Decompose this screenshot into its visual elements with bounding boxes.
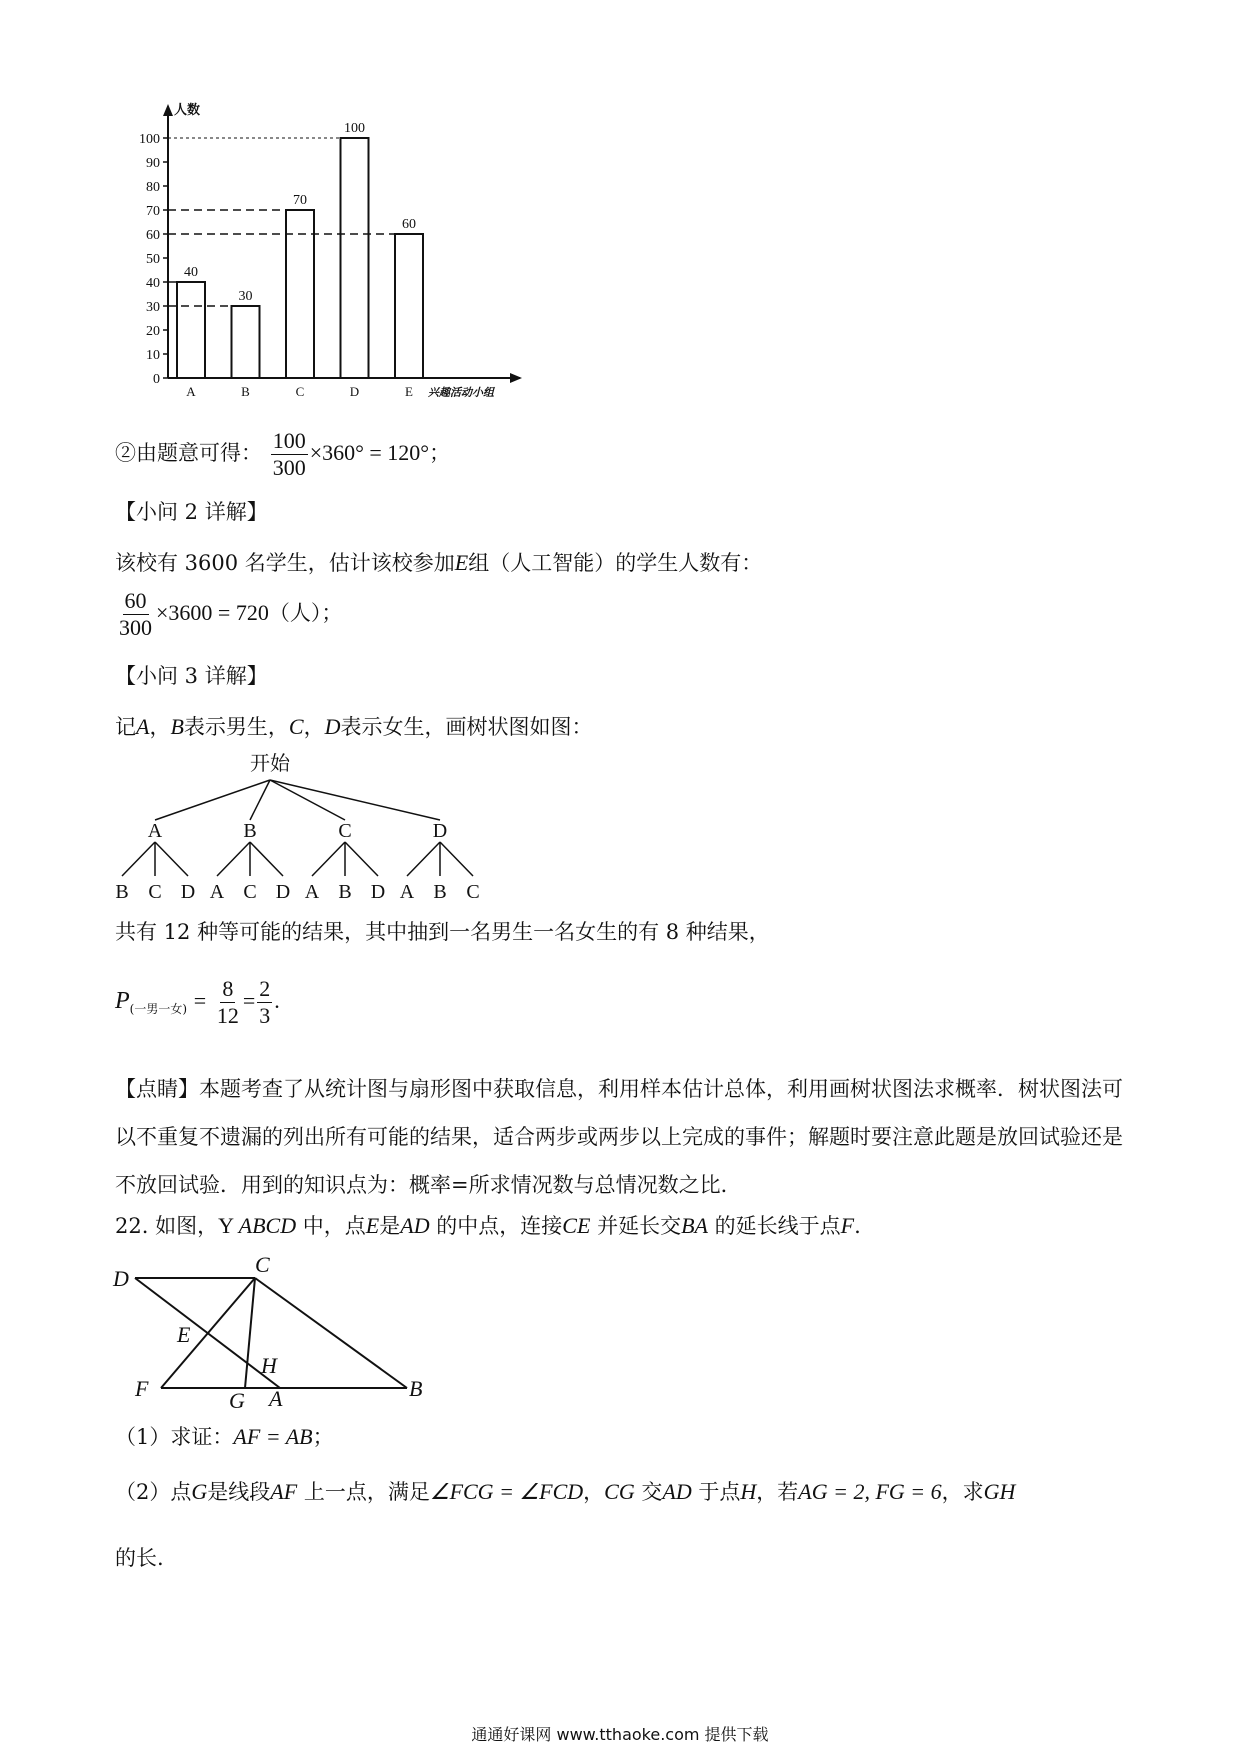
q3-text-a: 记	[115, 715, 136, 739]
q22-text-b: 是	[379, 1214, 401, 1238]
q3-text-e: 表示女生，画树状图如图：	[340, 715, 593, 739]
tree-node-level2: B	[433, 881, 447, 903]
tree-branch	[217, 842, 250, 876]
data-label: 70	[293, 193, 307, 208]
tree-node-level2: C	[243, 881, 257, 903]
q2-text	[115, 549, 762, 577]
y-tick-label: 30	[146, 300, 160, 315]
part2-h2: ，求	[941, 1480, 984, 1504]
point-label-b: B	[409, 1376, 423, 1401]
prob-eq1: =	[193, 988, 207, 1013]
step2-prefix: ②由题意可得：	[115, 441, 262, 465]
q22-part2	[115, 1478, 1015, 1506]
fraction-numerator: 100	[272, 428, 306, 453]
data-label: 30	[238, 289, 253, 304]
tree-branch	[270, 780, 440, 820]
q3-var-a: A	[136, 714, 150, 739]
bar-e	[395, 234, 423, 378]
y-tick-label: 40	[146, 276, 160, 291]
fraction-60-300	[117, 588, 154, 641]
segment-cb	[255, 1278, 407, 1388]
point-label-h: H	[261, 1353, 277, 1378]
q2-text-b: 组（人工智能）的学生人数有：	[468, 551, 763, 575]
segment-cf	[161, 1278, 255, 1388]
part2-g2: ，若	[756, 1480, 799, 1504]
tree-node-level1: A	[147, 820, 163, 842]
tree-branch	[345, 842, 378, 876]
y-tick-label: 60	[146, 228, 160, 243]
bar-d	[341, 138, 369, 378]
point-label-d: D	[113, 1266, 129, 1291]
bar-b	[232, 306, 260, 378]
q22-part1	[115, 1423, 334, 1451]
step2-suffix: ；	[429, 441, 451, 465]
part2-af: AF	[270, 1479, 298, 1504]
tree-branch	[122, 842, 155, 876]
point-label-f: F	[135, 1376, 149, 1401]
prob-p: P	[115, 988, 130, 1014]
y-tick-label: 10	[146, 348, 160, 363]
q22-f: F	[840, 1213, 855, 1238]
x-tick-label: C	[295, 384, 305, 399]
data-label: 100	[344, 121, 365, 136]
x-tick-label: D	[349, 384, 360, 399]
x-axis-title: 兴趣活动小组	[428, 387, 494, 399]
q3-var-d: D	[324, 714, 341, 739]
geometry-figure	[105, 1250, 445, 1410]
sol1-step2	[115, 428, 450, 481]
tree-node-level2: D	[275, 881, 291, 903]
tree-node-level2: A	[304, 881, 320, 903]
fraction-denominator: 300	[272, 455, 306, 480]
q2-formula-suffix: （人）；	[268, 601, 343, 625]
y-tick-label: 90	[146, 156, 160, 171]
fraction-2-3	[257, 976, 272, 1029]
point-label-c: C	[255, 1252, 270, 1277]
bar-a	[177, 282, 205, 378]
y-tick-label: 20	[146, 324, 160, 339]
x-axis-arrow	[510, 373, 522, 383]
q22-ce: CE	[562, 1213, 591, 1238]
x-tick-label: B	[241, 384, 250, 399]
fraction-denominator: 3	[259, 1003, 271, 1028]
q22-end: .	[854, 1214, 861, 1238]
q3-text	[115, 713, 592, 741]
y-tick-label: 80	[146, 180, 160, 195]
y-tick-label: 0	[153, 372, 160, 387]
tree-node-level2: A	[209, 881, 225, 903]
segment-cg	[245, 1278, 255, 1388]
tree-node-level2: D	[370, 881, 386, 903]
q22-ba: BA	[681, 1213, 708, 1238]
q2-formula	[115, 588, 342, 641]
q3-text-d: ，	[303, 715, 325, 739]
tree-node-level2: D	[180, 881, 196, 903]
fraction-8-12	[215, 976, 241, 1029]
tree-branch	[250, 842, 283, 876]
fraction-100-300	[271, 428, 308, 481]
part2-g: G	[191, 1479, 208, 1504]
bar-chart	[110, 100, 610, 410]
q22-e: E	[365, 1213, 380, 1238]
q3-var-c: C	[288, 714, 304, 739]
x-tick-label: A	[186, 384, 196, 399]
q3-header: 【小问 3 详解】	[115, 664, 268, 688]
y-axis-title: 人数	[174, 102, 201, 117]
y-axis-arrow	[163, 104, 173, 116]
point-label-g: G	[229, 1388, 245, 1410]
parallelogram-symbol: Y	[218, 1213, 239, 1238]
tree-diagram	[105, 748, 505, 903]
part2-condition: AG = 2, FG = 6	[798, 1479, 942, 1504]
y-tick-label: 70	[146, 204, 160, 219]
prob-end: .	[274, 988, 280, 1013]
probability-formula	[115, 976, 280, 1029]
part1-end: ；	[312, 1425, 334, 1449]
q22-text-a: 中，点	[296, 1214, 366, 1238]
q2-header: 【小问 2 详解】	[115, 500, 268, 524]
part2-b: 是线段	[207, 1480, 271, 1504]
q22-text-c: 的中点，连接	[429, 1214, 563, 1238]
tree-branch	[155, 842, 188, 876]
fraction-numerator: 8	[222, 976, 234, 1001]
tree-node-level1: C	[338, 820, 352, 842]
point-label-a: A	[269, 1386, 283, 1410]
tree-branch	[270, 780, 345, 820]
part2-e: 交	[634, 1480, 663, 1504]
y-tick-label: 50	[146, 252, 160, 267]
q3-result: 共有 12 种等可能的结果，其中抽到一名男生一名女生的有 8 种结果，	[115, 920, 770, 944]
comment-paragraph: 【点睛】本题考查了从统计图与扇形图中获取信息，利用样本估计总体，利用画树状图法求概率．树状图法可以不重复不遗漏的列出所有可能的结果，适合两步或两步以上完成的事件；解题时要注意此题是放回试验还是不放回试验．用到的知识点为：概率=所求情况数与总情况数之比．	[115, 1077, 1123, 1197]
part1-expression: AF = AB	[233, 1424, 313, 1449]
tree-node-level1: B	[243, 820, 257, 842]
tree-branch	[312, 842, 345, 876]
tree-node-level2: A	[399, 881, 415, 903]
data-label: 40	[184, 265, 198, 280]
part2-cg: CG	[604, 1479, 635, 1504]
part2-d: ，	[583, 1480, 605, 1504]
tree-branch	[440, 842, 473, 876]
tree-node-level2: B	[115, 881, 129, 903]
part2-f: 于点	[691, 1480, 741, 1504]
part2-ad: AD	[662, 1479, 692, 1504]
q2-var-e: E	[454, 550, 469, 575]
q22-part2-tail: 的长.	[115, 1546, 164, 1570]
prob-eq2: =	[242, 988, 256, 1013]
fraction-denominator: 300	[119, 615, 152, 640]
y-tick-label: 100	[139, 132, 160, 147]
part1-label: （1）求证：	[115, 1425, 234, 1449]
part2-h: H	[740, 1479, 757, 1504]
page-footer: 通通好课网 www.tthaoke.com 提供下载	[471, 1725, 769, 1744]
q2-formula-rest: ×3600 = 720	[156, 600, 269, 625]
data-label: 60	[402, 217, 416, 232]
q22-number: 22. 如图，	[115, 1214, 219, 1238]
fraction-numerator: 2	[259, 976, 271, 1001]
q22-abcd: ABCD	[238, 1213, 297, 1238]
x-tick-label: E	[405, 384, 413, 399]
part2-a: （2）点	[115, 1480, 192, 1504]
q3-text-b: ，	[149, 715, 171, 739]
q22-stem	[115, 1212, 861, 1240]
prob-subscript: (一男一女)	[129, 1002, 188, 1017]
step2-rest: ×360° = 120°	[309, 440, 430, 465]
tree-node-level2: C	[148, 881, 162, 903]
q2-text-a: 该校有 3600 名学生，估计该校参加	[115, 551, 455, 575]
point-label-e: E	[177, 1322, 191, 1347]
fraction-numerator: 60	[124, 588, 147, 613]
part2-gh: GH	[983, 1479, 1016, 1504]
part2-angle: ∠FCG = ∠FCD	[429, 1479, 584, 1504]
bar-c	[286, 210, 314, 378]
tree-node-level1: D	[432, 820, 448, 842]
tree-node-level2: C	[466, 881, 480, 903]
q3-var-b: B	[170, 714, 184, 739]
tree-root-label: 开始	[250, 753, 290, 775]
q22-text-d: 并延长交	[590, 1214, 682, 1238]
part2-c: 上一点，满足	[297, 1480, 430, 1504]
q3-text-c: 表示男生，	[183, 715, 289, 739]
q22-ad: AD	[400, 1213, 430, 1238]
fraction-denominator: 12	[216, 1003, 239, 1028]
q22-text-f: 的延长线于点	[707, 1214, 841, 1238]
tree-node-level2: B	[338, 881, 352, 903]
tree-branch	[407, 842, 440, 876]
